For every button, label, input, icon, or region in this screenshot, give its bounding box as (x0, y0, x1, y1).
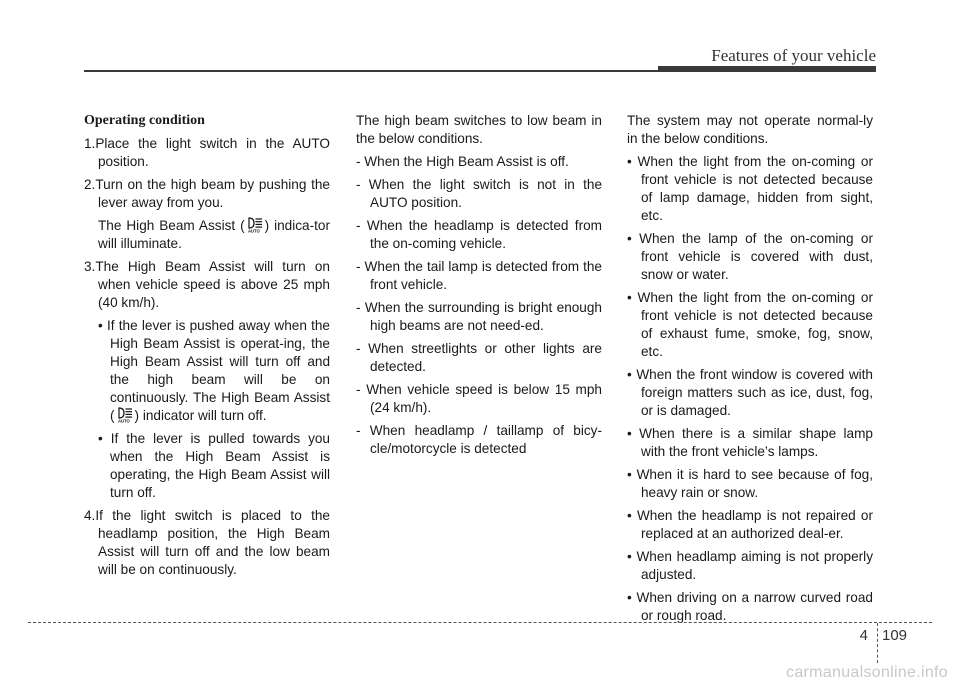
list-item: - When headlamp / taillamp of bicy-cle/motorcycle is detected (356, 423, 602, 456)
footer-rule (28, 622, 932, 623)
high-beam-assist-icon (115, 407, 135, 423)
high-beam-assist-icon (245, 217, 265, 233)
column-intro: The system may not operate normal-ly in the below conditions. (627, 113, 873, 146)
step-1: 1.Place the light switch in the AUTO position. (84, 136, 330, 169)
chapter-number: 4 (859, 627, 868, 644)
list-item: • When the light from the on-coming or front vehicle is not detected because of exhaust fume, smoke, fog, snow, etc. (627, 290, 873, 359)
list-item: • When it is hard to see because of fog, heavy rain or snow. (627, 467, 873, 500)
list-item: - When the tail lamp is detected from the front vehicle. (356, 259, 602, 292)
list-item: - When the surrounding is bright enough high beams are not need-ed. (356, 300, 602, 333)
column-may-not-operate (627, 112, 873, 630)
list-item: - When the light switch is not in the AUTO position. (356, 177, 602, 210)
column-intro: The high beam switches to low beam in the below conditions. (356, 113, 602, 146)
step-4: 4.If the light switch is placed to the headlamp position, the High Beam Assist will turn off and the low beam will be on continuously. (84, 508, 330, 577)
list-item: • When there is a similar shape lamp with the front vehicle’s lamps. (627, 426, 873, 459)
list-item: - When the High Beam Assist is off. (356, 154, 569, 169)
step-3: 3.The High Beam Assist will turn on when vehicle speed is above 25 mph (40 km/h). (84, 259, 330, 310)
list-item: • When the light from the on-coming or front vehicle is not detected because of lamp damage, hidden from sight, etc. (627, 154, 873, 223)
list-item: • When the front window is covered with foreign matters such as ice, dust, fog, or is damaged. (627, 367, 873, 418)
indicator-note: The High Beam Assist ( AUTO ) indica-tor will illuminate. (98, 218, 331, 251)
list-item: • When the lamp of the on-coming or front vehicle is covered with dust, snow or water. (627, 231, 873, 282)
section-heading: Operating condition (84, 113, 205, 128)
list-item: - When vehicle speed is below 15 mph (24 km/h). (356, 382, 602, 415)
svg-text:AUTO: AUTO (117, 418, 130, 423)
svg-text:AUTO: AUTO (247, 228, 260, 233)
bullet-lever-pulled: • If the lever is pulled towards you when the High Beam Assist is operating, the High Beam Assist will turn off. (98, 431, 330, 500)
page-header-title: Features of your vehicle (711, 46, 876, 65)
page-number: 109 (882, 627, 908, 644)
watermark: carmanualsonline.info (786, 664, 948, 681)
bullet-lever-pushed: • If the lever is pushed away when the High Beam Assist is operat-ing, the High Beam Assist will turn off and the high beam will be on continuously. The High Beam Assist ( AUTO ) indicator will turn off. (98, 318, 330, 423)
page-number-separator (877, 623, 878, 663)
list-item: - When the headlamp is detected from the on-coming vehicle. (356, 218, 602, 251)
list-item: • When headlamp aiming is not properly adjusted. (627, 549, 873, 582)
list-item: • When the headlamp is not repaired or replaced at an authorized deal-er. (627, 508, 873, 541)
list-item: • When driving on a narrow curved road or rough road. (627, 590, 873, 623)
step-2: 2.Turn on the high beam by pushing the lever away from you. (84, 177, 330, 210)
header-rule (84, 70, 876, 72)
list-item: - When streetlights or other lights are detected. (356, 341, 602, 374)
column-operating-condition (84, 112, 330, 584)
column-switch-to-low-beam (356, 112, 602, 463)
